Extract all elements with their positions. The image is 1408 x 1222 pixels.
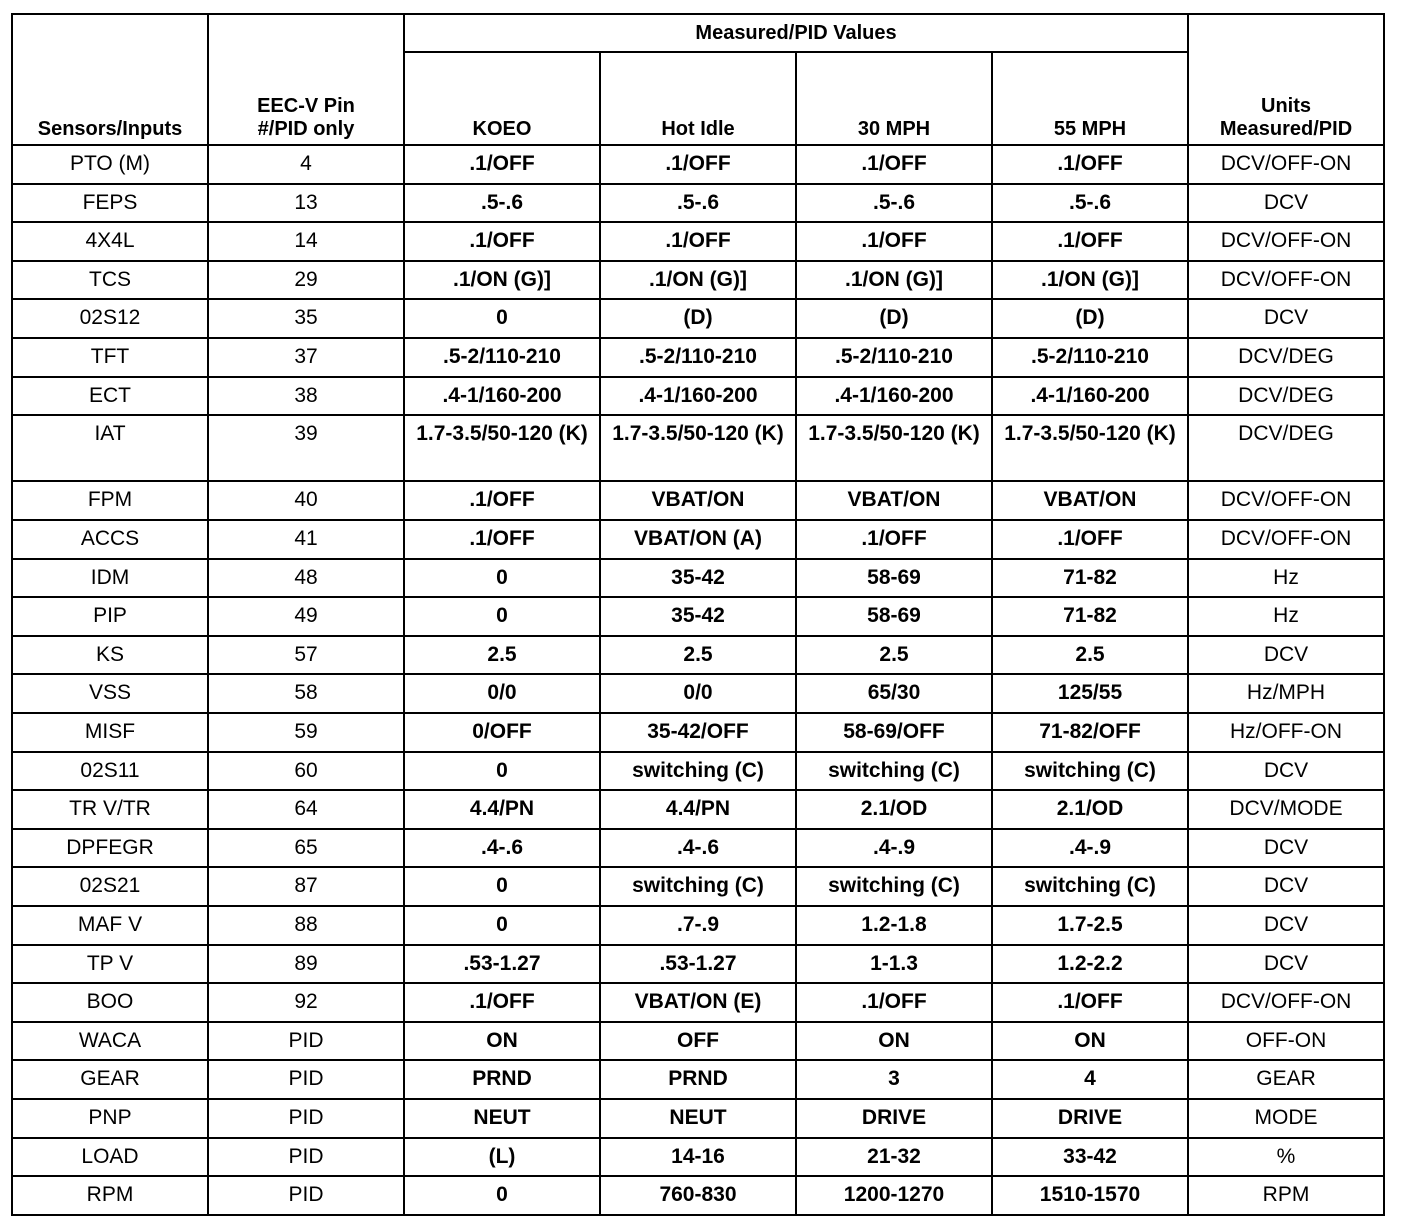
- mph30-value: 2.5: [796, 636, 992, 675]
- table-row: [12, 867, 1384, 906]
- hot-idle-value: .1/OFF: [600, 145, 796, 184]
- units-value: DCV: [1188, 945, 1384, 984]
- units-value: DCV: [1188, 184, 1384, 223]
- header-units: [1188, 14, 1384, 145]
- koeo-value: .1/OFF: [404, 520, 600, 559]
- sensor-name: 02S21: [12, 867, 208, 906]
- mph55-value: 1.7-2.5: [992, 906, 1188, 945]
- units-value: Hz/OFF-ON: [1188, 713, 1384, 752]
- sensor-name: ACCS: [12, 520, 208, 559]
- table-row: [12, 945, 1384, 984]
- pin-number: 39: [208, 415, 404, 481]
- mph55-value: .1/ON (G)]: [992, 261, 1188, 300]
- pin-number: 65: [208, 829, 404, 868]
- table-row: [12, 1176, 1384, 1215]
- mph55-value: 71-82: [992, 597, 1188, 636]
- sensor-name: 4X4L: [12, 222, 208, 261]
- mph55-value: .4-1/160-200: [992, 377, 1188, 416]
- pin-number: 88: [208, 906, 404, 945]
- mph30-value: .1/OFF: [796, 145, 992, 184]
- koeo-value: 0/0: [404, 674, 600, 713]
- mph30-value: 58-69: [796, 559, 992, 598]
- table-row: [12, 983, 1384, 1022]
- header-pin-label: EEC-V Pin #/PID only: [257, 95, 355, 140]
- pin-number: 60: [208, 752, 404, 791]
- koeo-value: .1/OFF: [404, 145, 600, 184]
- pin-number: 64: [208, 790, 404, 829]
- units-value: RPM: [1188, 1176, 1384, 1215]
- hot-idle-value: 1.7-3.5/50-120 (K): [600, 415, 796, 481]
- sensor-name: FEPS: [12, 184, 208, 223]
- header-units-label: Units Measured/PID: [1219, 95, 1353, 140]
- mph30-value: switching (C): [796, 752, 992, 791]
- pin-number: 87: [208, 867, 404, 906]
- koeo-value: (L): [404, 1138, 600, 1177]
- mph55-value: .5-2/110-210: [992, 338, 1188, 377]
- mph55-value: .1/OFF: [992, 983, 1188, 1022]
- pin-number: 38: [208, 377, 404, 416]
- koeo-value: 2.5: [404, 636, 600, 675]
- mph55-value: (D): [992, 299, 1188, 338]
- pin-number: 41: [208, 520, 404, 559]
- sensor-name: TR V/TR: [12, 790, 208, 829]
- koeo-value: 0: [404, 867, 600, 906]
- pin-number: 57: [208, 636, 404, 675]
- table-row: [12, 338, 1384, 377]
- hot-idle-value: 35-42/OFF: [600, 713, 796, 752]
- mph30-value: 3: [796, 1060, 992, 1099]
- mph55-value: 71-82: [992, 559, 1188, 598]
- hot-idle-value: .1/ON (G)]: [600, 261, 796, 300]
- hot-idle-value: 35-42: [600, 559, 796, 598]
- mph55-value: 2.1/OD: [992, 790, 1188, 829]
- units-value: OFF-ON: [1188, 1022, 1384, 1061]
- table-row: [12, 713, 1384, 752]
- pin-number: PID: [208, 1176, 404, 1215]
- mph55-value: switching (C): [992, 752, 1188, 791]
- sensor-name: TCS: [12, 261, 208, 300]
- header-hot-idle: Hot Idle: [600, 52, 796, 145]
- table-row: [12, 597, 1384, 636]
- units-value: DCV: [1188, 636, 1384, 675]
- mph55-value: 2.5: [992, 636, 1188, 675]
- units-value: DCV: [1188, 867, 1384, 906]
- hot-idle-value: 760-830: [600, 1176, 796, 1215]
- hot-idle-value: VBAT/ON (A): [600, 520, 796, 559]
- units-value: Hz: [1188, 597, 1384, 636]
- koeo-value: ON: [404, 1022, 600, 1061]
- table-row: [12, 674, 1384, 713]
- hot-idle-value: NEUT: [600, 1099, 796, 1138]
- mph30-value: 58-69/OFF: [796, 713, 992, 752]
- koeo-value: 0: [404, 597, 600, 636]
- table-body: [12, 145, 1384, 1215]
- units-value: MODE: [1188, 1099, 1384, 1138]
- pin-number: 48: [208, 559, 404, 598]
- mph30-value: VBAT/ON: [796, 481, 992, 520]
- mph30-value: .1/ON (G)]: [796, 261, 992, 300]
- mph30-value: 1-1.3: [796, 945, 992, 984]
- koeo-value: .1/OFF: [404, 983, 600, 1022]
- mph55-value: .4-.9: [992, 829, 1188, 868]
- table-row: [12, 1138, 1384, 1177]
- mph55-value: 33-42: [992, 1138, 1188, 1177]
- koeo-value: 0/OFF: [404, 713, 600, 752]
- mph55-value: ON: [992, 1022, 1188, 1061]
- units-value: DCV/OFF-ON: [1188, 520, 1384, 559]
- table-row: [12, 829, 1384, 868]
- hot-idle-value: VBAT/ON (E): [600, 983, 796, 1022]
- sensor-name: PIP: [12, 597, 208, 636]
- mph30-value: 21-32: [796, 1138, 992, 1177]
- table-row: [12, 1022, 1384, 1061]
- table-row: [12, 520, 1384, 559]
- table-row: [12, 145, 1384, 184]
- sensor-name: TP V: [12, 945, 208, 984]
- pin-number: 49: [208, 597, 404, 636]
- koeo-value: 0: [404, 559, 600, 598]
- table-row: [12, 261, 1384, 300]
- mph30-value: switching (C): [796, 867, 992, 906]
- hot-idle-value: switching (C): [600, 752, 796, 791]
- table-row: [12, 299, 1384, 338]
- sensor-name: ECT: [12, 377, 208, 416]
- table-row: [12, 415, 1384, 481]
- mph55-value: .1/OFF: [992, 145, 1188, 184]
- hot-idle-value: VBAT/ON: [600, 481, 796, 520]
- table-row: [12, 481, 1384, 520]
- units-value: DCV/OFF-ON: [1188, 222, 1384, 261]
- sensor-name: GEAR: [12, 1060, 208, 1099]
- mph30-value: ON: [796, 1022, 992, 1061]
- units-value: DCV/OFF-ON: [1188, 481, 1384, 520]
- pin-number: 14: [208, 222, 404, 261]
- units-value: DCV: [1188, 829, 1384, 868]
- sensor-name: 02S12: [12, 299, 208, 338]
- hot-idle-value: .7-.9: [600, 906, 796, 945]
- sensor-name: TFT: [12, 338, 208, 377]
- header-55-mph: 55 MPH: [992, 52, 1188, 145]
- table-row: [12, 222, 1384, 261]
- table-row: [12, 906, 1384, 945]
- units-value: DCV/OFF-ON: [1188, 145, 1384, 184]
- header-koeo: KOEO: [404, 52, 600, 145]
- koeo-value: .5-2/110-210: [404, 338, 600, 377]
- pin-number: 59: [208, 713, 404, 752]
- sensor-name: WACA: [12, 1022, 208, 1061]
- sensor-name: RPM: [12, 1176, 208, 1215]
- sensor-name: DPFEGR: [12, 829, 208, 868]
- hot-idle-value: (D): [600, 299, 796, 338]
- koeo-value: .4-.6: [404, 829, 600, 868]
- sensor-name: MAF V: [12, 906, 208, 945]
- pid-values-table: [11, 13, 1385, 1216]
- mph30-value: 1.2-1.8: [796, 906, 992, 945]
- mph30-value: .5-2/110-210: [796, 338, 992, 377]
- koeo-value: .4-1/160-200: [404, 377, 600, 416]
- mph30-value: .1/OFF: [796, 983, 992, 1022]
- mph30-value: 58-69: [796, 597, 992, 636]
- pin-number: 89: [208, 945, 404, 984]
- sensor-name: BOO: [12, 983, 208, 1022]
- table-row: [12, 559, 1384, 598]
- table-row: [12, 1099, 1384, 1138]
- mph30-value: 1.7-3.5/50-120 (K): [796, 415, 992, 481]
- koeo-value: 0: [404, 752, 600, 791]
- mph30-value: .1/OFF: [796, 222, 992, 261]
- koeo-value: 4.4/PN: [404, 790, 600, 829]
- mph55-value: 1.7-3.5/50-120 (K): [992, 415, 1188, 481]
- mph30-value: .1/OFF: [796, 520, 992, 559]
- mph30-value: .5-.6: [796, 184, 992, 223]
- table-row: [12, 184, 1384, 223]
- mph55-value: 4: [992, 1060, 1188, 1099]
- units-value: DCV: [1188, 906, 1384, 945]
- pin-number: 4: [208, 145, 404, 184]
- hot-idle-value: switching (C): [600, 867, 796, 906]
- sensor-name: MISF: [12, 713, 208, 752]
- units-value: DCV/OFF-ON: [1188, 983, 1384, 1022]
- pin-number: PID: [208, 1138, 404, 1177]
- mph55-value: 1510-1570: [992, 1176, 1188, 1215]
- mph55-value: 71-82/OFF: [992, 713, 1188, 752]
- sensor-name: KS: [12, 636, 208, 675]
- units-value: DCV/DEG: [1188, 415, 1384, 481]
- koeo-value: 0: [404, 1176, 600, 1215]
- hot-idle-value: .1/OFF: [600, 222, 796, 261]
- header-measured-group: Measured/PID Values: [404, 14, 1188, 52]
- pin-number: 29: [208, 261, 404, 300]
- sensor-name: FPM: [12, 481, 208, 520]
- hot-idle-value: .5-2/110-210: [600, 338, 796, 377]
- mph55-value: 1.2-2.2: [992, 945, 1188, 984]
- units-value: DCV/DEG: [1188, 338, 1384, 377]
- hot-idle-value: .53-1.27: [600, 945, 796, 984]
- koeo-value: .1/ON (G)]: [404, 261, 600, 300]
- units-value: DCV: [1188, 299, 1384, 338]
- koeo-value: .53-1.27: [404, 945, 600, 984]
- mph30-value: (D): [796, 299, 992, 338]
- sensor-name: IDM: [12, 559, 208, 598]
- units-value: %: [1188, 1138, 1384, 1177]
- hot-idle-value: .4-1/160-200: [600, 377, 796, 416]
- koeo-value: 1.7-3.5/50-120 (K): [404, 415, 600, 481]
- sensor-name: 02S11: [12, 752, 208, 791]
- koeo-value: 0: [404, 906, 600, 945]
- sensor-name: PTO (M): [12, 145, 208, 184]
- mph30-value: DRIVE: [796, 1099, 992, 1138]
- sensor-name: IAT: [12, 415, 208, 481]
- header-pin: [208, 14, 404, 145]
- units-value: GEAR: [1188, 1060, 1384, 1099]
- pin-number: 37: [208, 338, 404, 377]
- table-row: [12, 1060, 1384, 1099]
- header-30-mph: 30 MPH: [796, 52, 992, 145]
- koeo-value: 0: [404, 299, 600, 338]
- units-value: Hz: [1188, 559, 1384, 598]
- mph30-value: .4-.9: [796, 829, 992, 868]
- mph30-value: .4-1/160-200: [796, 377, 992, 416]
- units-value: DCV: [1188, 752, 1384, 791]
- hot-idle-value: 2.5: [600, 636, 796, 675]
- mph30-value: 65/30: [796, 674, 992, 713]
- hot-idle-value: PRND: [600, 1060, 796, 1099]
- hot-idle-value: 4.4/PN: [600, 790, 796, 829]
- koeo-value: .1/OFF: [404, 222, 600, 261]
- table-row: [12, 790, 1384, 829]
- pin-number: PID: [208, 1099, 404, 1138]
- mph55-value: .1/OFF: [992, 222, 1188, 261]
- units-value: Hz/MPH: [1188, 674, 1384, 713]
- pin-number: PID: [208, 1060, 404, 1099]
- header-sensors: Sensors/Inputs: [12, 14, 208, 145]
- mph55-value: switching (C): [992, 867, 1188, 906]
- units-value: DCV/DEG: [1188, 377, 1384, 416]
- hot-idle-value: .4-.6: [600, 829, 796, 868]
- koeo-value: PRND: [404, 1060, 600, 1099]
- table-row: [12, 752, 1384, 791]
- hot-idle-value: .5-.6: [600, 184, 796, 223]
- koeo-value: .5-.6: [404, 184, 600, 223]
- koeo-value: .1/OFF: [404, 481, 600, 520]
- mph30-value: 1200-1270: [796, 1176, 992, 1215]
- mph55-value: 125/55: [992, 674, 1188, 713]
- units-value: DCV/OFF-ON: [1188, 261, 1384, 300]
- hot-idle-value: 35-42: [600, 597, 796, 636]
- pin-number: 40: [208, 481, 404, 520]
- mph55-value: .5-.6: [992, 184, 1188, 223]
- sensor-name: PNP: [12, 1099, 208, 1138]
- pin-number: 92: [208, 983, 404, 1022]
- mph30-value: 2.1/OD: [796, 790, 992, 829]
- sensor-name: VSS: [12, 674, 208, 713]
- table-row: [12, 636, 1384, 675]
- pin-number: PID: [208, 1022, 404, 1061]
- hot-idle-value: 14-16: [600, 1138, 796, 1177]
- sensor-name: LOAD: [12, 1138, 208, 1177]
- hot-idle-value: 0/0: [600, 674, 796, 713]
- table-row: [12, 377, 1384, 416]
- mph55-value: VBAT/ON: [992, 481, 1188, 520]
- mph55-value: DRIVE: [992, 1099, 1188, 1138]
- pin-number: 58: [208, 674, 404, 713]
- pin-number: 35: [208, 299, 404, 338]
- units-value: DCV/MODE: [1188, 790, 1384, 829]
- hot-idle-value: OFF: [600, 1022, 796, 1061]
- pin-number: 13: [208, 184, 404, 223]
- mph55-value: .1/OFF: [992, 520, 1188, 559]
- koeo-value: NEUT: [404, 1099, 600, 1138]
